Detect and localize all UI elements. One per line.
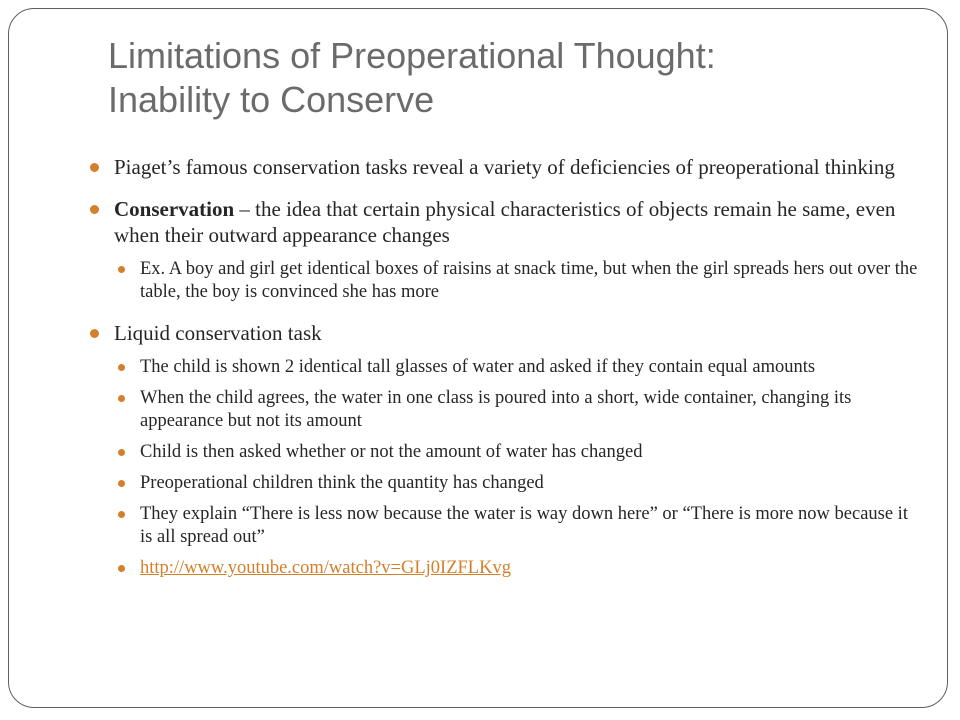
sub-bullet-explain (90, 503, 920, 549)
bullet-piaget-tasks (90, 154, 920, 180)
title-line-1: Limitations of Preoperational Thought: (108, 35, 716, 76)
youtube-link[interactable]: http://www.youtube.com/watch?v=GLj0IZFLKvg (140, 558, 511, 578)
bullet-dot (90, 329, 99, 338)
sub-bullet-text: When the child agrees, the water in one class is poured into a short, wide container, changing its appearance but not its amount (140, 388, 852, 431)
bullet-dot (90, 163, 99, 172)
sub-bullet-text: They explain “There is less now because the water is way down here” or “There is more now because it is all spread out” (140, 504, 908, 547)
bullet-conservation (90, 196, 920, 248)
slide-body (90, 154, 920, 588)
sub-bullet-glasses (90, 356, 920, 379)
sub-bullet-text: Preoperational children think the quantity has changed (140, 473, 544, 493)
conservation-term: Conservation (114, 197, 235, 221)
slide-title (108, 34, 908, 122)
sub-bullet-poured (90, 387, 920, 433)
sub-bullet-dot (118, 395, 125, 402)
sub-bullet-video-link (90, 557, 920, 580)
sub-bullet-dot (118, 364, 125, 371)
sub-bullet-dot (118, 565, 125, 572)
sub-bullet-asked (90, 441, 920, 464)
sub-bullet-quantity-changed (90, 472, 920, 495)
sub-bullet-dot (118, 511, 125, 518)
sub-bullet-dot (118, 266, 125, 273)
title-line-2: Inability to Conserve (108, 79, 435, 120)
sub-bullet-dot (118, 480, 125, 487)
bullet-text: Liquid conservation task (114, 321, 322, 345)
sub-bullet-text: Child is then asked whether or not the amount of water has changed (140, 442, 643, 462)
bullet-text: Piaget’s famous conservation tasks reveal a variety of deficiencies of preoperational thinking (114, 155, 895, 179)
bullet-liquid-task (90, 320, 920, 346)
sub-bullet-dot (118, 449, 125, 456)
sub-bullet-text: Ex. A boy and girl get identical boxes of raisins at snack time, but when the girl spreads hers out over the table, the boy is convinced she has more (140, 259, 918, 302)
sub-bullet-text: The child is shown 2 identical tall glasses of water and asked if they contain equal amounts (140, 357, 816, 377)
bullet-dot (90, 205, 99, 214)
bullet-text: – the idea that certain physical characteristics of objects remain he same, even when their outward appearance changes (114, 197, 896, 247)
sub-bullet-raisins-example (90, 258, 920, 304)
